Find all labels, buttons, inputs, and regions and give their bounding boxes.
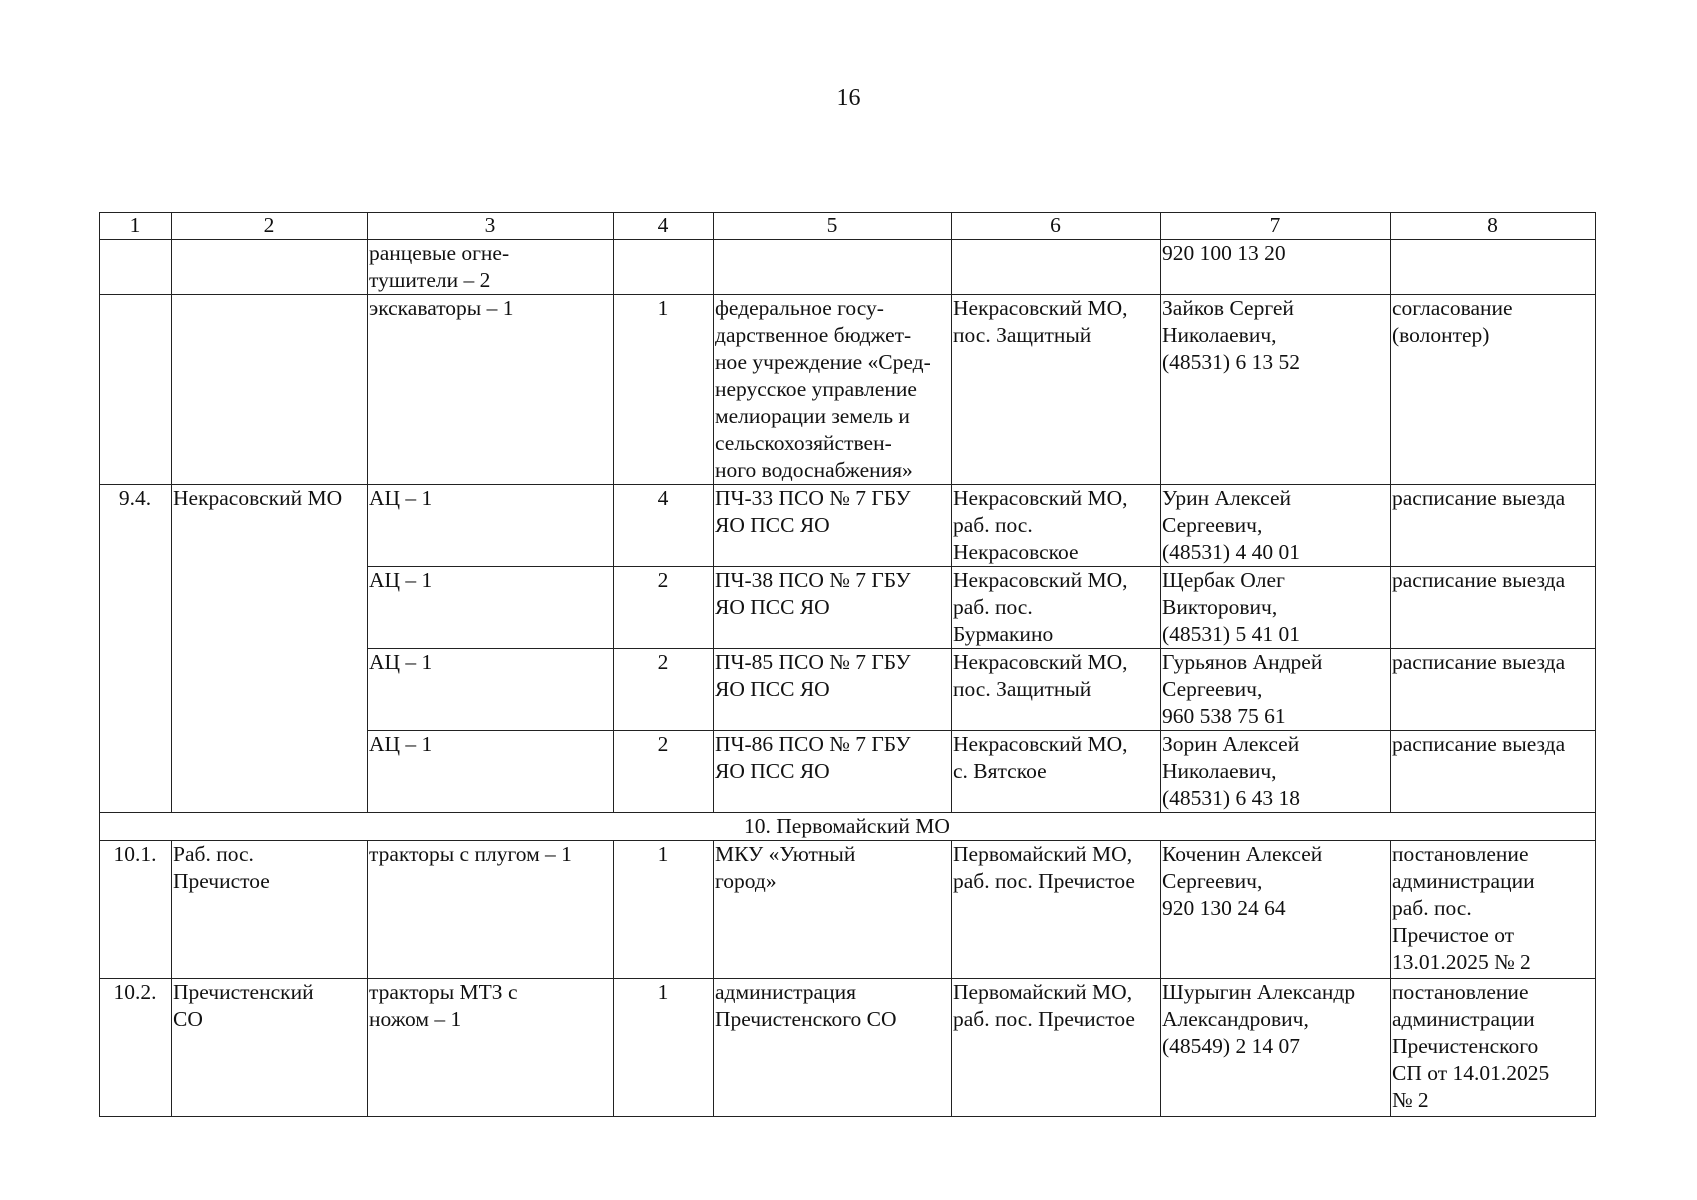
contact-cell: Зайков Сергей Николаевич, (48531) 6 13 52 bbox=[1161, 295, 1391, 485]
equipment-cell: АЦ – 1 bbox=[368, 731, 614, 813]
column-header-row bbox=[100, 213, 1596, 240]
area-cell: Пречистенский СО bbox=[172, 979, 368, 1117]
basis-cell: расписание выезда bbox=[1391, 485, 1596, 567]
row-number-cell: 10.2. bbox=[100, 979, 172, 1117]
row-number-cell bbox=[100, 295, 172, 485]
table-row bbox=[100, 979, 1596, 1117]
location-cell: Некрасовский МО, раб. пос. Некрасовское bbox=[952, 485, 1161, 567]
section-header-row bbox=[100, 813, 1596, 841]
equipment-cell: тракторы МТЗ с ножом – 1 bbox=[368, 979, 614, 1117]
organization-cell: федеральное госу- дарственное бюджет- ное учреждение «Сред- нерусское управление мелиорации земель и сельскохозяйствен- ного водоснабжения» bbox=[714, 295, 952, 485]
organization-cell: ПЧ-33 ПСО № 7 ГБУ ЯО ПСС ЯО bbox=[714, 485, 952, 567]
location-cell: Некрасовский МО, с. Вятское bbox=[952, 731, 1161, 813]
organization-cell: ПЧ-85 ПСО № 7 ГБУ ЯО ПСС ЯО bbox=[714, 649, 952, 731]
count-cell: 2 bbox=[614, 567, 714, 649]
equipment-cell: тракторы с плугом – 1 bbox=[368, 841, 614, 979]
count-cell bbox=[614, 240, 714, 295]
basis-cell bbox=[1391, 240, 1596, 295]
contact-cell: 920 100 13 20 bbox=[1161, 240, 1391, 295]
column-header: 7 bbox=[1161, 213, 1391, 240]
column-header: 8 bbox=[1391, 213, 1596, 240]
contact-cell: Коченин Алексей Сергеевич, 920 130 24 64 bbox=[1161, 841, 1391, 979]
equipment-cell: ранцевые огне- тушители – 2 bbox=[368, 240, 614, 295]
column-header: 5 bbox=[714, 213, 952, 240]
basis-cell: согласование (волонтер) bbox=[1391, 295, 1596, 485]
basis-cell: постановление администрации раб. пос. Пречистое от 13.01.2025 № 2 bbox=[1391, 841, 1596, 979]
contact-cell: Зорин Алексей Николаевич, (48531) 6 43 18 bbox=[1161, 731, 1391, 813]
organization-cell: МКУ «Уютный город» bbox=[714, 841, 952, 979]
table-row bbox=[100, 841, 1596, 979]
table-row bbox=[100, 485, 1596, 567]
contact-cell: Урин Алексей Сергеевич, (48531) 4 40 01 bbox=[1161, 485, 1391, 567]
location-cell: Некрасовский МО, пос. Защитный bbox=[952, 295, 1161, 485]
page-number: 16 bbox=[836, 85, 861, 111]
count-cell: 1 bbox=[614, 979, 714, 1117]
column-header: 2 bbox=[172, 213, 368, 240]
organization-cell bbox=[714, 240, 952, 295]
area-cell bbox=[172, 240, 368, 295]
equipment-cell: АЦ – 1 bbox=[368, 567, 614, 649]
count-cell: 2 bbox=[614, 649, 714, 731]
column-header: 6 bbox=[952, 213, 1161, 240]
row-number-cell bbox=[100, 240, 172, 295]
contact-cell: Щербак Олег Викторович, (48531) 5 41 01 bbox=[1161, 567, 1391, 649]
location-cell: Некрасовский МО, раб. пос. Бурмакино bbox=[952, 567, 1161, 649]
basis-cell: расписание выезда bbox=[1391, 649, 1596, 731]
basis-cell: расписание выезда bbox=[1391, 567, 1596, 649]
location-cell: Некрасовский МО, пос. Защитный bbox=[952, 649, 1161, 731]
column-header: 4 bbox=[614, 213, 714, 240]
column-header: 1 bbox=[100, 213, 172, 240]
section-title: 10. Первомайский МО bbox=[100, 813, 1596, 841]
table-row bbox=[100, 295, 1596, 485]
equipment-cell: экскаваторы – 1 bbox=[368, 295, 614, 485]
basis-cell: расписание выезда bbox=[1391, 731, 1596, 813]
equipment-cell: АЦ – 1 bbox=[368, 485, 614, 567]
table-row bbox=[100, 240, 1596, 295]
count-cell: 4 bbox=[614, 485, 714, 567]
location-cell bbox=[952, 240, 1161, 295]
contact-cell: Шурыгин Александр Александрович, (48549) 2 14 07 bbox=[1161, 979, 1391, 1117]
count-cell: 2 bbox=[614, 731, 714, 813]
equipment-table bbox=[99, 212, 1596, 1117]
organization-cell: администрация Пречистенского СО bbox=[714, 979, 952, 1117]
location-cell: Первомайский МО, раб. пос. Пречистое bbox=[952, 979, 1161, 1117]
organization-cell: ПЧ-38 ПСО № 7 ГБУ ЯО ПСС ЯО bbox=[714, 567, 952, 649]
area-cell bbox=[172, 295, 368, 485]
column-header: 3 bbox=[368, 213, 614, 240]
area-cell: Раб. пос. Пречистое bbox=[172, 841, 368, 979]
area-cell: Некрасовский МО bbox=[172, 485, 368, 813]
location-cell: Первомайский МО, раб. пос. Пречистое bbox=[952, 841, 1161, 979]
count-cell: 1 bbox=[614, 841, 714, 979]
equipment-cell: АЦ – 1 bbox=[368, 649, 614, 731]
contact-cell: Гурьянов Андрей Сергеевич, 960 538 75 61 bbox=[1161, 649, 1391, 731]
count-cell: 1 bbox=[614, 295, 714, 485]
row-number-cell: 9.4. bbox=[100, 485, 172, 813]
organization-cell: ПЧ-86 ПСО № 7 ГБУ ЯО ПСС ЯО bbox=[714, 731, 952, 813]
basis-cell: постановление администрации Пречистенского СП от 14.01.2025 № 2 bbox=[1391, 979, 1596, 1117]
row-number-cell: 10.1. bbox=[100, 841, 172, 979]
